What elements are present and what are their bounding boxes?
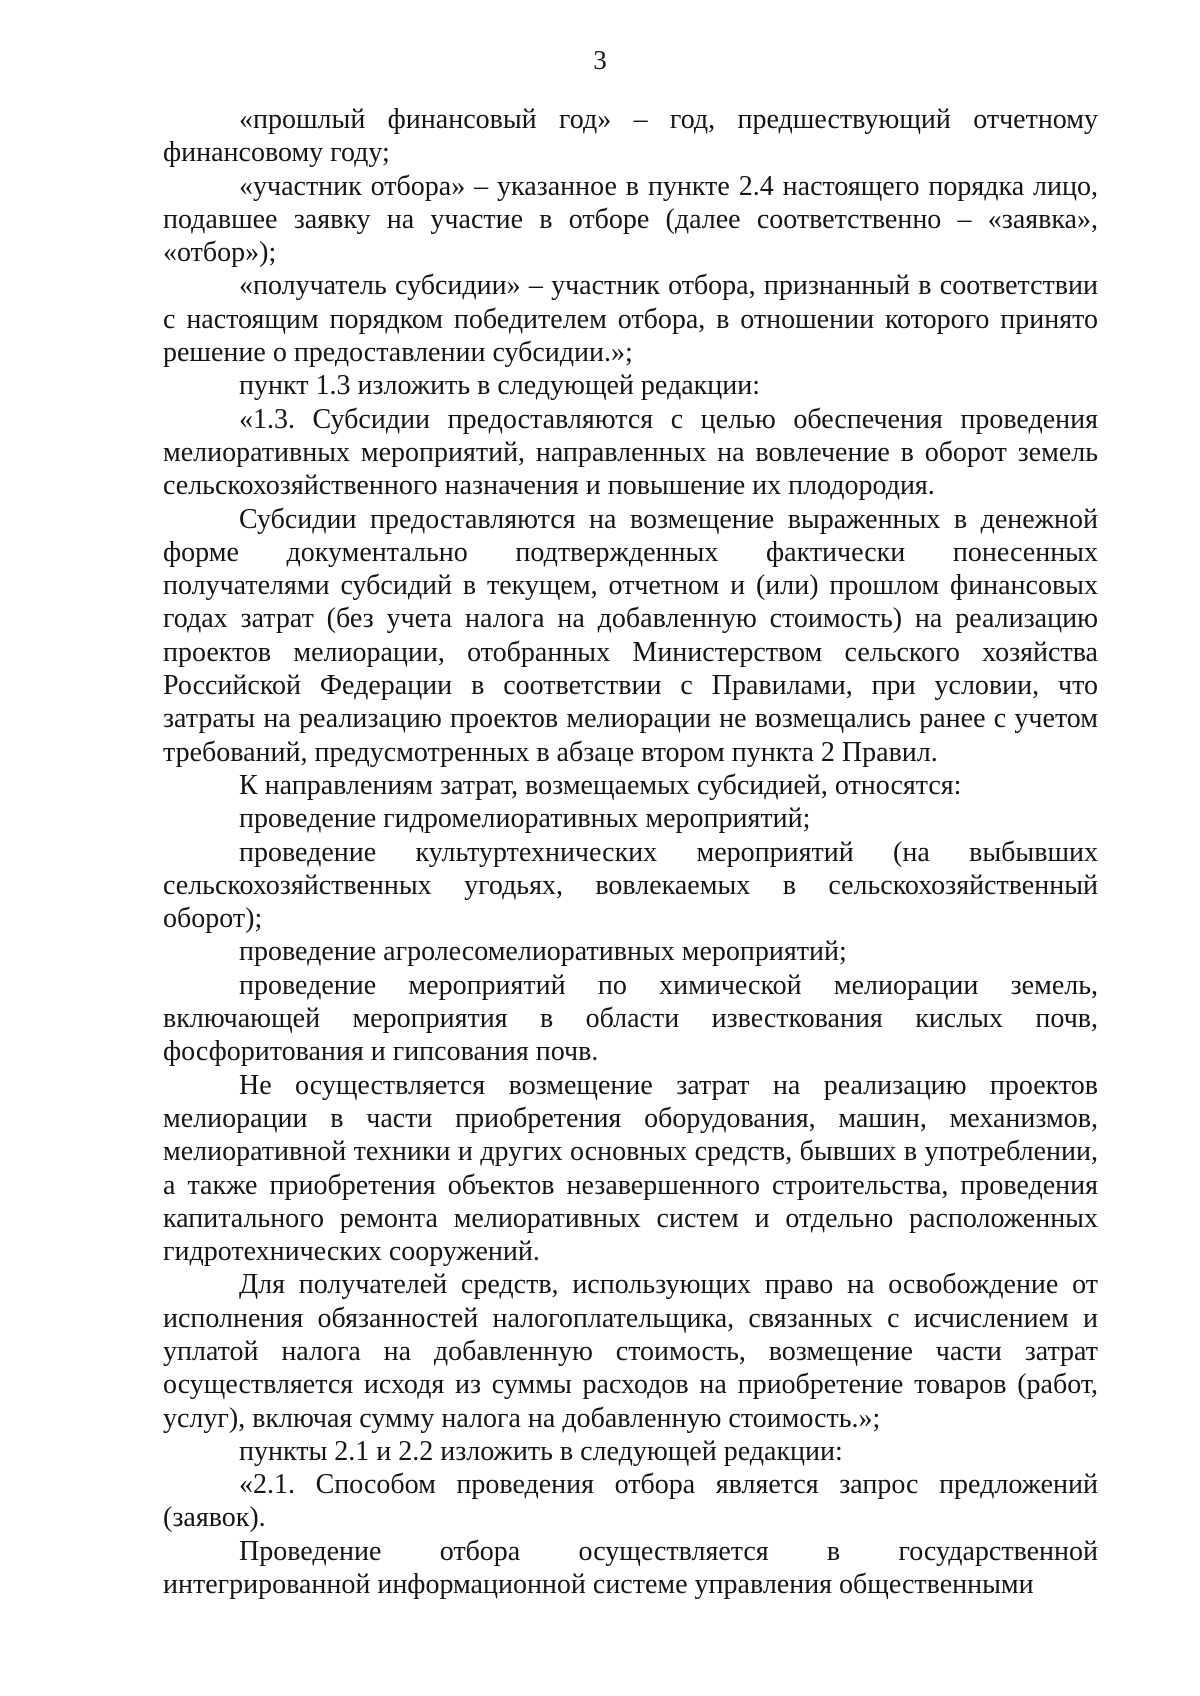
paragraph-amend-2-1-2-2: пункты 2.1 и 2.2 изложить в следующей редакции: (239, 1435, 843, 1467)
paragraph-subsidy-reimbursement: Субсидии предоставляются на возмещение выраженных в денежной форме документально подтвержденных фактически понесенных получателями субсидий в текущем, отчетном и (или) прошлом финансовых годах затрат (без учета налога на добавленную стоимость) на реализацию проектов мелиорации, отобранных Министерством сельского хозяйства Российской Федерации в соответствии с Правилами, при условии, что затраты на реализацию проектов мелиорации не возмещались ранее с учетом требований, предусмотренных в абзаце втором пункта 2 Правил. (163, 503, 1098, 768)
paragraph-vat-exempt: Для получателей средств, использующих право на освобождение от исполнения обязанностей налогоплательщика, связанных с исчислением и уплатой налога на добавленную стоимость, возмещение части затрат осуществляется исходя из суммы расходов на приобретение товаров (работ, услуг), включая сумму налога на добавленную стоимость.»; (163, 1269, 1098, 1434)
paragraph-2-1-method: «2.1. Способом проведения отбора является запрос предложений (заявок). (163, 1469, 1098, 1534)
list-item-chemical: проведение мероприятий по химической мелиорации земель, включающей мероприятия в области известкования кислых почв, фосфоритования и гипсования почв. (163, 969, 1098, 1068)
paragraph-amend-1-3: пункт 1.3 изложить в следующей редакции: (239, 370, 760, 402)
document-body (163, 103, 1098, 1601)
paragraph-exclusions: Не осуществляется возмещение затрат на реализацию проектов мелиорации в части приобретения оборудования, машин, механизмов, мелиоративной техники и других основных средств, бывших в употреблении, а также приобретения объектов незавершенного строительства, проведения капитального ремонта мелиоративных систем и отдельно расположенных гидротехнических сооружений. (163, 1069, 1098, 1268)
list-item-hydro: проведение гидромелиоративных мероприятий; (239, 803, 811, 835)
paragraph-1-3-purpose: «1.3. Субсидии предоставляются с целью обеспечения проведения мелиоративных мероприятий, направленных на вовлечение в оборот земель сельскохозяйственного назначения и повышение их плодородия. (163, 403, 1098, 502)
paragraph-definition-participant: «участник отбора» – указанное в пункте 2.4 настоящего порядка лицо, подавшее заявку на участие в отборе (далее соответственно – «заявка», «отбор»); (163, 170, 1098, 269)
list-item-culturotech: проведение культуртехнических мероприятий (на выбывших сельскохозяйственных угодьях, вовлекаемых в сельскохозяйственный оборот); (163, 836, 1098, 935)
page-number: 3 (593, 45, 607, 75)
paragraph-definition-last-year: «прошлый финансовый год» – год, предшествующий отчетному финансовому году; (163, 104, 1098, 169)
paragraph-definition-recipient: «получатель субсидии» – участник отбора, признанный в соответствии с настоящим порядком победителем отбора, в отношении которого принято решение о предоставлении субсидии.»; (163, 270, 1098, 369)
list-item-agroforest: проведение агролесомелиоративных мероприятий; (239, 936, 847, 968)
paragraph-cost-directions: К направлениям затрат, возмещаемых субсидией, относятся: (239, 769, 962, 801)
paragraph-selection-system: Проведение отбора осуществляется в государственной интегрированной информационной системе управления общественными (163, 1535, 1098, 1601)
